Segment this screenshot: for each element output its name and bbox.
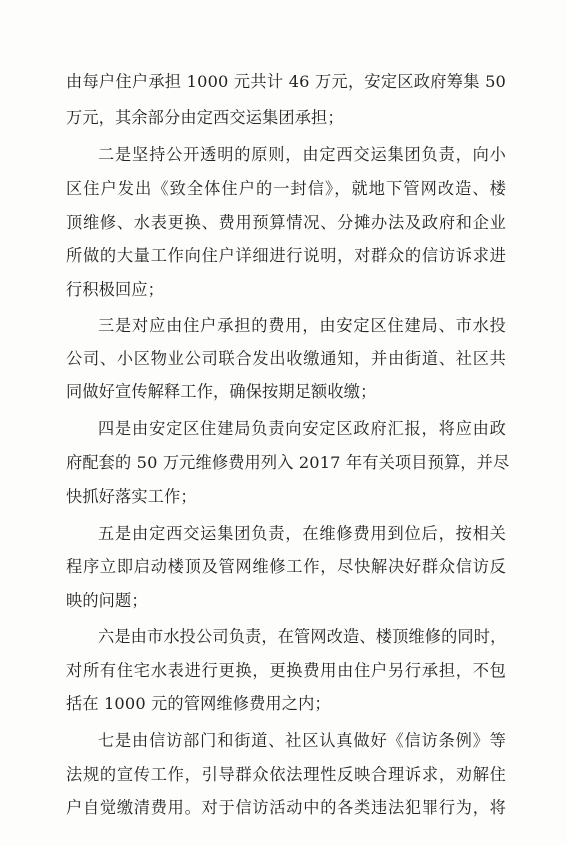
text-line: 法规的宣传工作，引导群众依法理性反映合理诉求，劝解住 [66, 765, 506, 784]
paragraph-5-start: 五是由定西交运集团负责，在维修费用到位后，按相关 [98, 524, 506, 543]
text-line: 府配套的 50 万元维修费用列入 2017 年有关项目预算，并尽 [66, 453, 510, 472]
text-line: 同做好宣传解释工作，确保按期足额收缴； [66, 382, 377, 401]
text-line: 公司、小区物业公司联合发出收缴通知，并由街道、社区共 [66, 349, 506, 368]
text-line: 快抓好落实工作； [66, 487, 197, 506]
text-line: 万元，其余部分由定西交运集团承担； [66, 108, 344, 127]
text-line: 行积极回应； [66, 280, 165, 299]
paragraph-2-start: 二是坚持公开透明的原则，由定西交运集团负责，向小 [98, 145, 506, 164]
text-line: 括在 1000 元的管网维修费用之内； [66, 694, 331, 713]
text-line: 由每户住户承担 1000 元共计 46 万元，安定区政府筹集 50 [66, 72, 506, 91]
text-line: 映的问题； [66, 591, 148, 610]
text-line: 户自觉缴清费用。对于信访活动中的各类违法犯罪行为，将 [66, 798, 506, 817]
text-line: 所做的大量工作向住户详细进行说明，对群众的信访诉求进 [66, 246, 506, 265]
paragraph-4-start: 四是由安定区住建局负责向安定区政府汇报，将应由政 [98, 419, 506, 438]
text-line: 顶维修、水表更换、费用预算情况、分摊办法及政府和企业 [66, 213, 506, 232]
text-line: 程序立即启动楼顶及管网维修工作，尽快解决好群众信访反 [66, 557, 506, 576]
text-line: 区住户发出《致全体住户的一封信》，就地下管网改造、楼 [66, 179, 506, 198]
paragraph-7-start: 七是由信访部门和街道、社区认真做好《信访条例》等 [98, 731, 506, 750]
paragraph-3-start: 三是对应由住户承担的费用，由安定区住建局、市水投 [98, 316, 506, 335]
text-line: 对所有住宅水表进行更换，更换费用由住户另行承担，不包 [66, 661, 506, 680]
paragraph-6-start: 六是由市水投公司负责，在管网改造、楼顶维修的同时， [98, 627, 507, 646]
